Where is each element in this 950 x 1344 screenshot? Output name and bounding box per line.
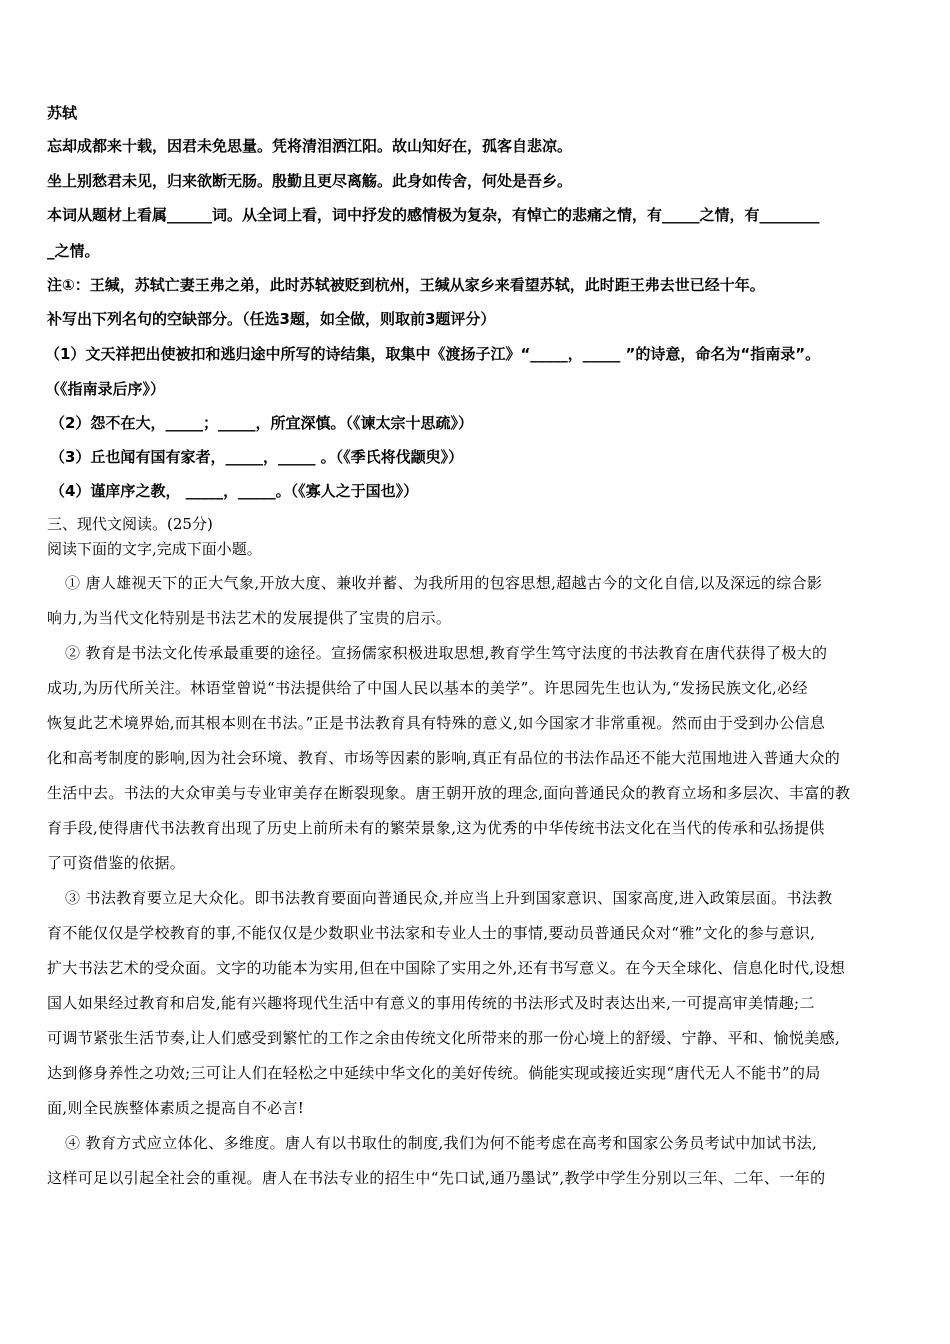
fill-in-q1-line-1: （1）文天祥把出使被扣和逃归途中所写的诗结集，取集中《渡扬子江》“_____，_____ ”的诗意，命名为“指南录”。: [45, 345, 821, 363]
paragraph-2-line: 育手段,使得唐代书法教育出现了历史上前所未有的繁荣景象,这为优秀的中华传统书法文化在当代的传承和弘扬提供: [47, 819, 825, 837]
fill-in-q4: （4）谨庠序之教， _____，_____。（《寡人之于国也》）: [50, 482, 419, 500]
poem-line-1: 忘却成都来十载，因君未免思量。凭将清泪洒江阳。故山知好在，孤客自悲凉。: [47, 137, 573, 155]
fill-in-q1-line-2: （《指南录后序》）: [45, 380, 166, 398]
paragraph-1-line: 响力,为当代文化特别是书法艺术的发展提供了宝贵的启示。: [47, 609, 452, 627]
paragraph-2-line: 恢复此艺术境界始,而其根本则在书法。”正是书法教育具有特殊的意义,如今国家才非常重视。然而由于受到办公信息: [47, 714, 826, 732]
paragraph-3-line: 国人如果经过教育和启发,能有兴趣将现代生活中有意义的事用传统的书法形式及时表达出来,一可提高审美情趣;二: [47, 994, 815, 1012]
paragraph-3-line: 可调节紧张生活节奏,让人们感受到繁忙的工作之余由传统文化所带来的那一份心境上的舒缓、宁静、平和、愉悦美感,: [47, 1029, 841, 1047]
paragraph-3-line: 育不能仅仅是学校教育的事,不能仅仅是少数职业书法家和专业人士的事情,要动员普通民众对“雅”文化的参与意识,: [47, 924, 816, 942]
paragraph-4-line: 这样可足以引起全社会的重视。唐人在书法专业的招生中“先口试,通乃墨试”,教学中学生分别以三年、二年、一年的: [47, 1169, 826, 1187]
paragraph-3-line: 达到修身养性之功效;三可让人们在轻松之中延续中华文化的美好传统。倘能实现或接近实现“唐代无人不能书”的局: [47, 1064, 821, 1082]
question-line-1: 本词从题材上看属______词。从全词上看，词中抒发的感情极为复杂，有悼亡的悲痛之情，有_____之情，有________: [47, 206, 820, 224]
paragraph-2-line: 成功,为历代所关注。林语堂曾说“书法提供给了中国人民以基本的美学”。许思园先生也认为,“发扬民族文化,必经: [47, 679, 808, 697]
paragraph-2-line: ② 教育是书法文化传承最重要的途径。宣扬儒家积极进取思想,教育学生笃守法度的书法教育在唐代获得了极大的: [65, 644, 828, 662]
fill-in-instruction: 补写出下列名句的空缺部分。（任选3题，如全做，则取前3题评分）: [47, 310, 496, 328]
note: 注①：王缄，苏轼亡妻王弗之弟，此时苏轼被贬到杭州，王缄从家乡来看望苏轼，此时距王弗去世已经十年。: [47, 276, 765, 294]
fill-in-q3: （3）丘也闻有国有家者，_____，_____ 。（《季氏将伐颛臾》）: [50, 448, 464, 466]
paragraph-2-line: 了可资借鉴的依据。: [47, 854, 186, 872]
paragraph-2-line: 化和高考制度的影响,因为社会环境、教育、市场等因素的影响,真正有品位的书法作品还不能大范围地进入普通大众的: [47, 749, 841, 767]
fill-in-q2: （2）怨不在大，_____；_____，所宜深慎。（《谏太宗十思疏》）: [50, 414, 473, 432]
paragraph-3-line: 扩大书法艺术的受众面。文字的功能本为实用,但在中国除了实用之外,还有书写意义。在今天全球化、信息化时代,设想: [47, 959, 846, 977]
question-line-2: _之情。: [47, 242, 100, 260]
paragraph-2-line: 生活中去。书法的大众审美与专业审美存在断裂现象。唐王朝开放的理念,面向普通民众的教育立场和多层次、丰富的教: [47, 784, 851, 802]
poem-line-2: 坐上别愁君未见，归来欲断无肠。殷勤且更尽离觞。此身如传舍，何处是吾乡。: [47, 172, 573, 190]
section-heading: 三、现代文阅读。(25分): [47, 515, 213, 533]
section-instruction: 阅读下面的文字,完成下面小题。: [47, 540, 262, 558]
poem-author: 苏轼: [47, 104, 78, 122]
paragraph-4-line: ④ 教育方式应立体化、多维度。唐人有以书取仕的制度,我们为何不能考虑在高考和国家公务员考试中加试书法,: [65, 1134, 818, 1152]
paragraph-3-line: ③ 书法教育要立足大众化。即书法教育要面向普通民众,并应当上升到国家意识、国家高度,进入政策层面。书法教: [65, 889, 833, 907]
paragraph-1-line: ① 唐人雄视天下的正大气象,开放大度、兼收并蓄、为我所用的包容思想,超越古今的文化自信,以及深远的综合影: [65, 574, 823, 592]
paragraph-3-line: 面,则全民族整体素质之提高自不必言!: [47, 1099, 305, 1117]
